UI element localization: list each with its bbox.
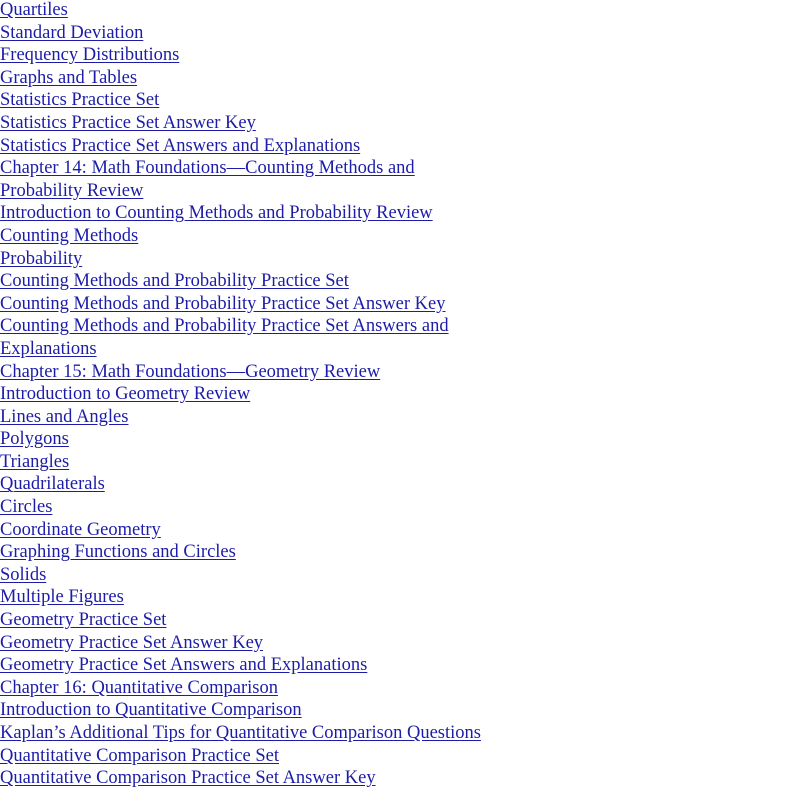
toc-entry <box>0 767 490 790</box>
toc-link-solids[interactable]: Solids <box>0 564 47 585</box>
toc-link-coordinate-geometry[interactable]: Coordinate Geometry <box>0 519 161 540</box>
toc-link-geometry-answer-key[interactable]: Geometry Practice Set Answer Key <box>0 632 264 653</box>
toc-chapter <box>0 677 460 700</box>
toc-link-chapter-15[interactable]: Chapter 15: Math Foundations—Geometry Review <box>0 361 381 382</box>
toc-entry <box>0 0 490 22</box>
toc-entry <box>0 22 490 45</box>
toc-link-statistics-practice-set[interactable]: Statistics Practice Set <box>0 90 160 111</box>
toc-link-triangles[interactable]: Triangles <box>0 451 70 472</box>
toc-entry <box>0 428 490 451</box>
toc-entry <box>0 44 490 67</box>
toc-link-qc-answer-key[interactable]: Quantitative Comparison Practice Set Answer Key <box>0 768 376 789</box>
toc-link-statistics-answers-explanations[interactable]: Statistics Practice Set Answers and Explanations <box>0 135 361 156</box>
toc-entry <box>0 315 490 360</box>
toc-link-intro-geometry[interactable]: Introduction to Geometry Review <box>0 384 251 405</box>
toc-entry <box>0 473 490 496</box>
toc-entry <box>0 406 490 429</box>
toc-entry <box>0 519 490 542</box>
toc-link-counting-answer-key[interactable]: Counting Methods and Probability Practice Set Answer Key <box>0 293 446 314</box>
toc-link-polygons[interactable]: Polygons <box>0 429 69 450</box>
toc-entry <box>0 293 490 316</box>
toc-link-lines-and-angles[interactable]: Lines and Angles <box>0 406 129 427</box>
toc-link-intro-counting-probability[interactable]: Introduction to Counting Methods and Probability Review <box>0 203 433 224</box>
toc-link-quartiles[interactable]: Quartiles <box>0 0 68 20</box>
toc-link-frequency-distributions[interactable]: Frequency Distributions <box>0 45 180 66</box>
toc-entry <box>0 89 490 112</box>
toc-link-graphing-functions[interactable]: Graphing Functions and Circles <box>0 542 236 563</box>
toc-entry <box>0 586 490 609</box>
toc-link-counting-answers-explanations[interactable]: Counting Methods and Probability Practice Set Answers and Explanations <box>0 316 449 359</box>
toc-link-circles[interactable]: Circles <box>0 497 53 518</box>
toc-link-chapter-16[interactable]: Chapter 16: Quantitative Comparison <box>0 677 278 698</box>
toc-link-multiple-figures[interactable]: Multiple Figures <box>0 587 124 608</box>
toc-entry <box>0 451 490 474</box>
toc-link-counting-methods[interactable]: Counting Methods <box>0 225 139 246</box>
toc-link-graphs-and-tables[interactable]: Graphs and Tables <box>0 67 138 88</box>
toc-link-geometry-practice-set[interactable]: Geometry Practice Set <box>0 610 167 631</box>
toc-entry <box>0 745 490 768</box>
toc-link-standard-deviation[interactable]: Standard Deviation <box>0 22 144 43</box>
toc-entry <box>0 225 490 248</box>
toc-entry <box>0 699 490 722</box>
toc-entry <box>0 541 490 564</box>
toc-link-geometry-answers-explanations[interactable]: Geometry Practice Set Answers and Explanations <box>0 655 368 676</box>
toc-link-intro-quantitative-comparison[interactable]: Introduction to Quantitative Comparison <box>0 700 302 721</box>
toc-link-counting-practice-set[interactable]: Counting Methods and Probability Practice Set <box>0 271 349 292</box>
toc-entry <box>0 654 490 677</box>
toc-entry <box>0 135 490 158</box>
toc-entry <box>0 722 490 745</box>
toc-entry <box>0 496 490 519</box>
toc-entry <box>0 202 490 225</box>
toc-entry <box>0 248 490 271</box>
toc-entry <box>0 112 490 135</box>
toc-link-kaplan-tips[interactable]: Kaplan’s Additional Tips for Quantitative Comparison Questions <box>0 723 481 743</box>
toc-link-qc-practice-set[interactable]: Quantitative Comparison Practice Set <box>0 745 279 766</box>
toc-chapter <box>0 361 460 384</box>
toc-link-chapter-14[interactable]: Chapter 14: Math Foundations—Counting Methods and Probability Review <box>0 158 415 201</box>
toc-entry <box>0 609 490 632</box>
toc-entry <box>0 632 490 655</box>
toc-link-probability[interactable]: Probability <box>0 248 83 269</box>
toc-entry <box>0 270 490 293</box>
toc-entry <box>0 67 490 90</box>
toc-entry <box>0 383 490 406</box>
toc-entry <box>0 564 490 587</box>
toc-chapter <box>0 157 460 202</box>
toc-link-statistics-answer-key[interactable]: Statistics Practice Set Answer Key <box>0 112 256 133</box>
toc-link-quadrilaterals[interactable]: Quadrilaterals <box>0 474 105 495</box>
